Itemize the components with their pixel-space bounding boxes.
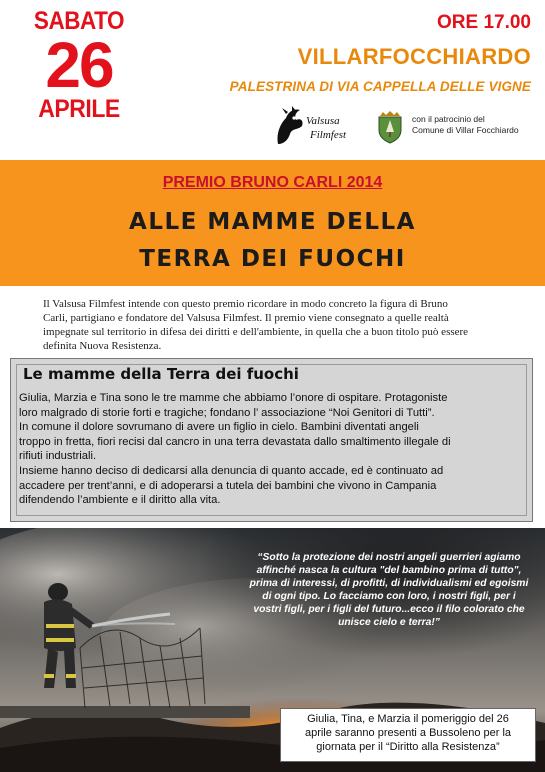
patronage-note: [412, 114, 519, 136]
quote-line: “Sotto la protezione dei nostri angeli guerrieri agiamo: [257, 552, 521, 563]
box-line: Giulia, Marzia e Tina sono le tre mamme che abbiamo l’onore di ospitare. Protagoniste: [19, 392, 448, 404]
svg-text:Filmfest: Filmfest: [310, 129, 347, 141]
headline: [0, 204, 545, 278]
intro-line: Carli, partigiano e fondatore del Valsusa Filmfest. Il premio viene consegnato a quelle realtà: [43, 312, 449, 324]
note-line: giornata per il “Diritto alla Resistenza”: [316, 741, 500, 753]
box-line: troppo in fretta, fiori recisi dal cancro in una terra devastata dallo smaltimento illegale di: [19, 435, 451, 448]
box-line: loro malgrado di storie forti e tragiche; fondano l’ associazione “Noi Genitori di Tutti”.: [19, 406, 435, 419]
headline-line-1: ALLE MAMME DELLA: [129, 209, 416, 235]
event-venue: PALESTRINA DI VIA CAPPELLA DELLE VIGNE: [229, 79, 531, 94]
box-title: Le mamme della Terra dei fuochi: [23, 365, 299, 383]
quote-line: prima di interessi, di profitti, di individualismi ed egoismi: [249, 578, 529, 589]
bussoleno-note: [280, 708, 536, 762]
event-town: VILLARFOCCHIARDO: [297, 44, 531, 69]
box-body: [19, 391, 519, 508]
mothers-info-box: [10, 358, 533, 522]
intro-line: definita Nuova Resistenza.: [43, 340, 162, 352]
quote-line: di ogni tipo. Lo facciamo con loro, i nostri figli, per i: [262, 591, 516, 602]
note-line: aprile saranno presenti a Bussoleno per la: [304, 727, 512, 739]
title-band: [0, 160, 545, 286]
quote-line: unisce cielo e terra!”: [338, 617, 440, 628]
headline-line-2: TERRA DEI FUOCHI: [139, 246, 406, 272]
valsusa-filmfest-logo: [272, 104, 352, 150]
intro-paragraph: [43, 297, 511, 353]
municipal-crest-icon: [376, 110, 404, 144]
quote-line: affinché nasca la cultura "del bambino prima di tutto",: [256, 565, 522, 576]
svg-text:Valsusa: Valsusa: [306, 115, 340, 127]
event-day-number: 26: [45, 29, 113, 101]
box-line: accadere per trent’anni, e di adoperarsi a tutela dei bambini che vivono in Campania: [19, 479, 437, 492]
intro-line: Il Valsusa Filmfest intende con questo premio ricordare in modo concreto la figura di Bruno: [43, 298, 448, 310]
quote-line: vostri figli, per i figli del futuro...ecco il filo colorato che: [253, 604, 525, 615]
award-title: [0, 174, 545, 192]
patronage-line-2: Comune di Villar Focchiardo: [412, 125, 519, 135]
award-title-text: PREMIO BRUNO CARLI 2014: [162, 174, 383, 191]
event-time: ORE 17.00: [437, 12, 531, 33]
box-line: rifiuti industriali.: [19, 450, 97, 463]
event-date: [20, 8, 138, 123]
box-line: In comune il dolore sovrumano di avere un figlio in cielo. Bambini diventati angeli: [19, 421, 419, 434]
intro-line: impegnate sul territorio in difesa dei diritti e dell'ambiente, in quella che a buon titolo può essere: [43, 326, 469, 338]
box-line: Insieme hanno deciso di dedicarsi alla denuncia di quanto accade, ed è continuato ad: [19, 464, 444, 477]
mothers-quote: [244, 551, 534, 629]
event-day-name: SABATO: [33, 7, 125, 35]
event-month: APRILE: [38, 95, 120, 123]
patronage-line-1: con il patrocinio del: [412, 114, 485, 124]
box-line: difendendo l’ambiente e il diritto alla vita.: [19, 494, 221, 507]
note-line: Giulia, Tina, e Marzia il pomeriggio del 26: [307, 713, 509, 725]
